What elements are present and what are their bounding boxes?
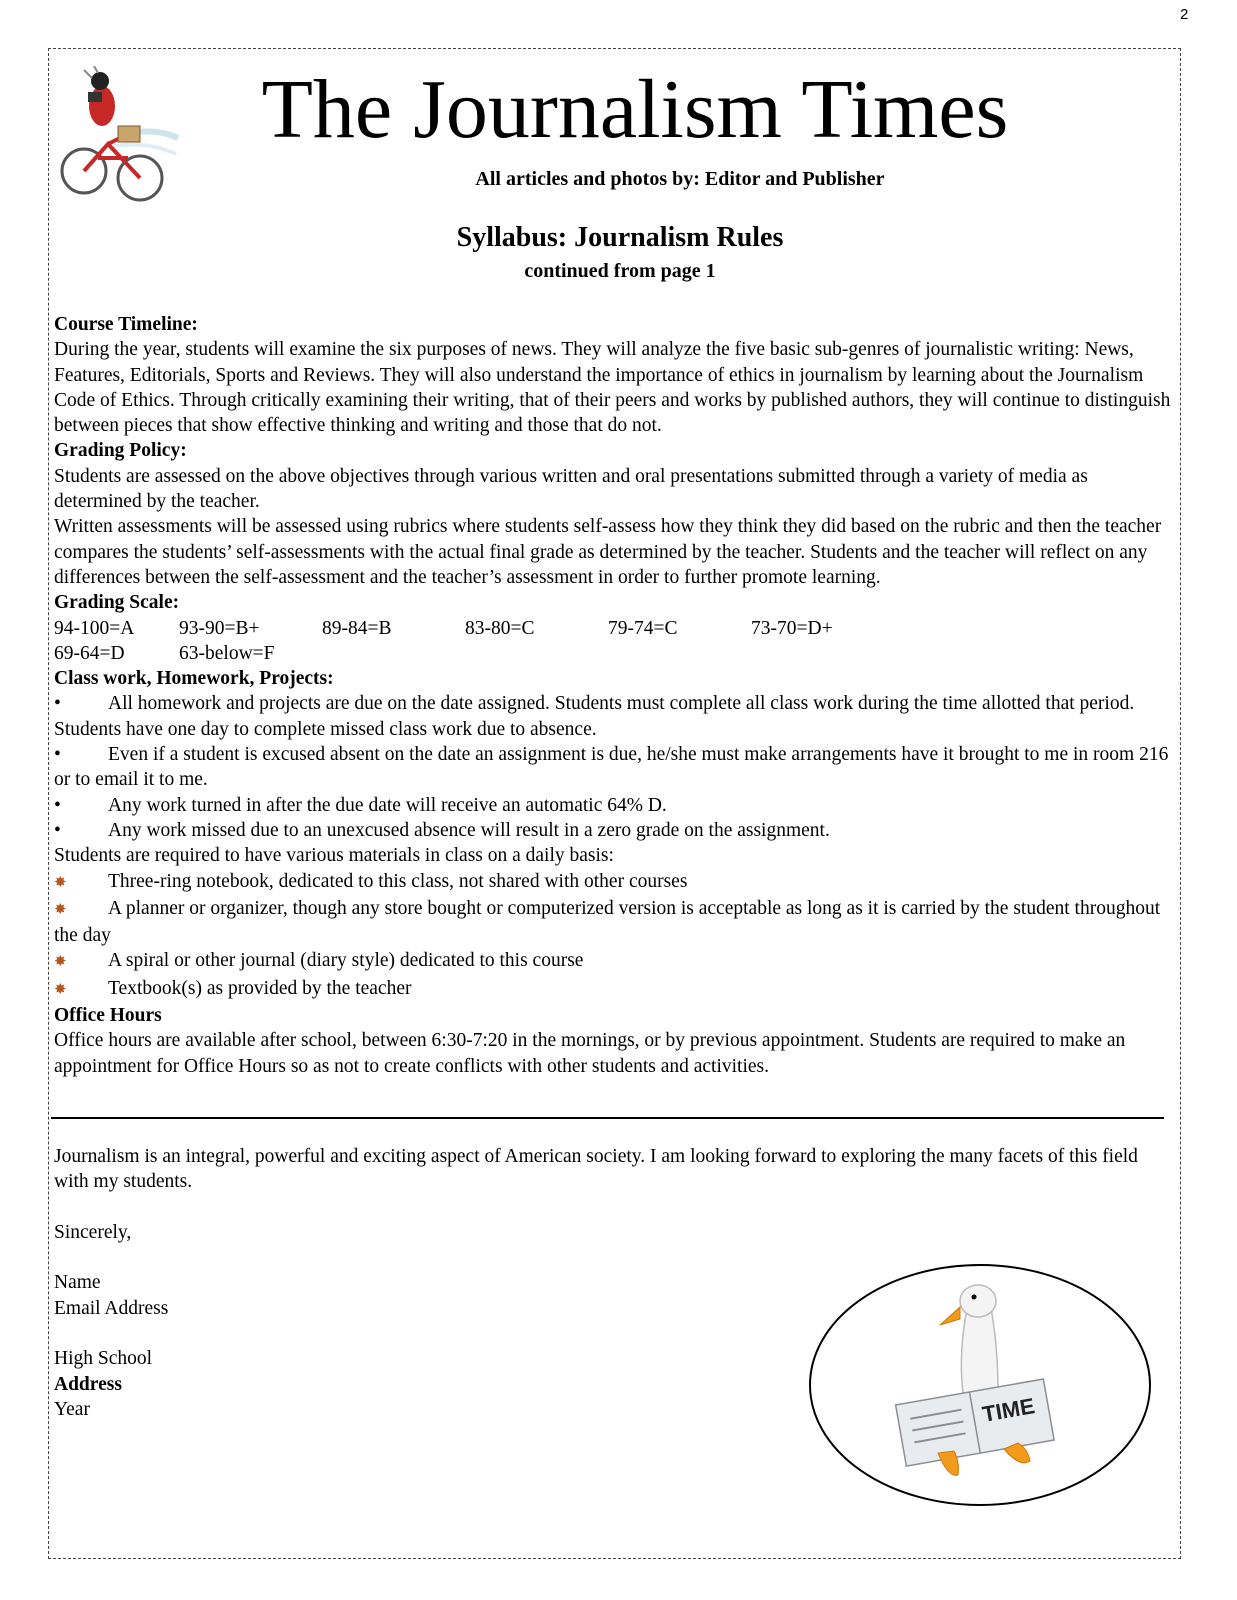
signature-name: Name (54, 1272, 101, 1294)
classwork-heading: Class work, Homework, Projects: (54, 668, 334, 690)
signature-year: Year (54, 1398, 90, 1420)
page-number: 2 (1180, 6, 1189, 23)
star-bullet-icon: ✸ (54, 874, 67, 891)
byline: All articles and photos by: Editor and Publisher (475, 168, 885, 190)
grade-entry: 79-74=C (608, 617, 678, 639)
list-item: • All homework and projects are due on the date assigned. Students must complete all class work during the time allotted that period. Students have one day to complete missed class work due to absence. (54, 693, 1135, 740)
continued-note: continued from page 1 (524, 260, 716, 282)
bullet-icon: • (54, 794, 61, 816)
article-body (54, 312, 1172, 1079)
course-timeline-text: During the year, students will examine the six purposes of news. They will analyze the five basic sub-genres of journalistic writing: News, Features, Editorials, Sports and Reviews. They will also understand the importance of ethics in journalism by learning about the Journalism Code of Ethics. Through critically examining their writing, that of their peers and works by published authors, they will continue to distinguish between pieces that show effective thinking and writing and those that do not. (54, 339, 1171, 437)
grade-entry: 89-84=B (322, 617, 392, 639)
list-item: ✸ A planner or organizer, though any store bought or computerized version is acceptable as long as it is carried by the student throughout the day (54, 897, 1161, 947)
bullet-icon: • (54, 744, 61, 766)
star-bullet-icon: ✸ (54, 954, 67, 971)
signature-address: Address (54, 1373, 122, 1395)
list-item: • Any work turned in after the due date will receive an automatic 64% D. (54, 793, 1172, 818)
newspaper-label: TIME (980, 1393, 1037, 1427)
grading-policy-paragraph: Students are assessed on the above objectives through various written and oral presentations submitted through a variety of media as determined by the teacher. (54, 465, 1088, 513)
goose-reading-illustration (808, 1263, 1153, 1507)
grading-scale-row (54, 616, 1172, 641)
bullet-icon: • (54, 693, 61, 715)
newspaper-title: The Journalism Times (261, 63, 1009, 156)
grade-entry: 93-90=B+ (179, 617, 260, 639)
signature-email: Email Address (54, 1297, 169, 1319)
list-item: ✸ Three-ring notebook, dedicated to this class, not shared with other courses (54, 869, 1172, 896)
list-item: ✸ Textbook(s) as provided by the teacher (54, 976, 1172, 1003)
signature-school: High School (54, 1348, 153, 1370)
list-item: • Even if a student is excused absent on the date an assignment is due, he/she must make arrangements have it brought to me in room 216 or to email it to me. (54, 744, 1169, 791)
grading-policy-heading: Grading Policy: (54, 440, 187, 462)
office-hours-heading: Office Hours (54, 1005, 162, 1027)
bullet-icon: • (54, 819, 61, 841)
cyclist-illustration (58, 66, 182, 204)
office-hours-text: Office hours are available after school, between 6:30-7:20 in the mornings, or by previous appointment. Students are required to make an appointment for Office Hours so as not to create conflicts with other students and activities. (54, 1030, 1126, 1077)
star-bullet-icon: ✸ (54, 981, 67, 998)
grade-entry: 83-80=C (465, 617, 535, 639)
grading-scale-heading: Grading Scale: (54, 592, 180, 614)
grade-entry: 73-70=D+ (751, 617, 833, 639)
list-item: • Any work missed due to an unexcused absence will result in a zero grade on the assignment. (54, 818, 1172, 843)
list-item: ✸ A spiral or other journal (diary style) dedicated to this course (54, 948, 1172, 975)
materials-intro: Students are required to have various materials in class on a daily basis: (54, 845, 614, 867)
grade-entry: 63-below=F (179, 642, 275, 664)
closing-salutation: Sincerely, (54, 1221, 132, 1243)
grade-entry: 69-64=D (54, 642, 125, 664)
grading-scale-row (54, 641, 1172, 666)
article-headline: Syllabus: Journalism Rules (456, 222, 784, 253)
grading-policy-paragraph: Written assessments will be assessed using rubrics where students self-assess how they think they did based on the rubric and then the teacher compares the students’ self-assessments with the actual final grade as determined by the teacher. Students and the teacher will reflect on any differences between the self-assessment and the teacher’s assessment in order to further promote learning. (54, 516, 1162, 588)
closing-text: Journalism is an integral, powerful and exciting aspect of American society. I am looking forward to exploring the many facets of this field with my students. (54, 1146, 1138, 1193)
grade-entry: 94-100=A (54, 617, 135, 639)
course-timeline-heading: Course Timeline: (54, 314, 198, 335)
star-bullet-icon: ✸ (54, 901, 67, 918)
section-divider (51, 1117, 1164, 1119)
